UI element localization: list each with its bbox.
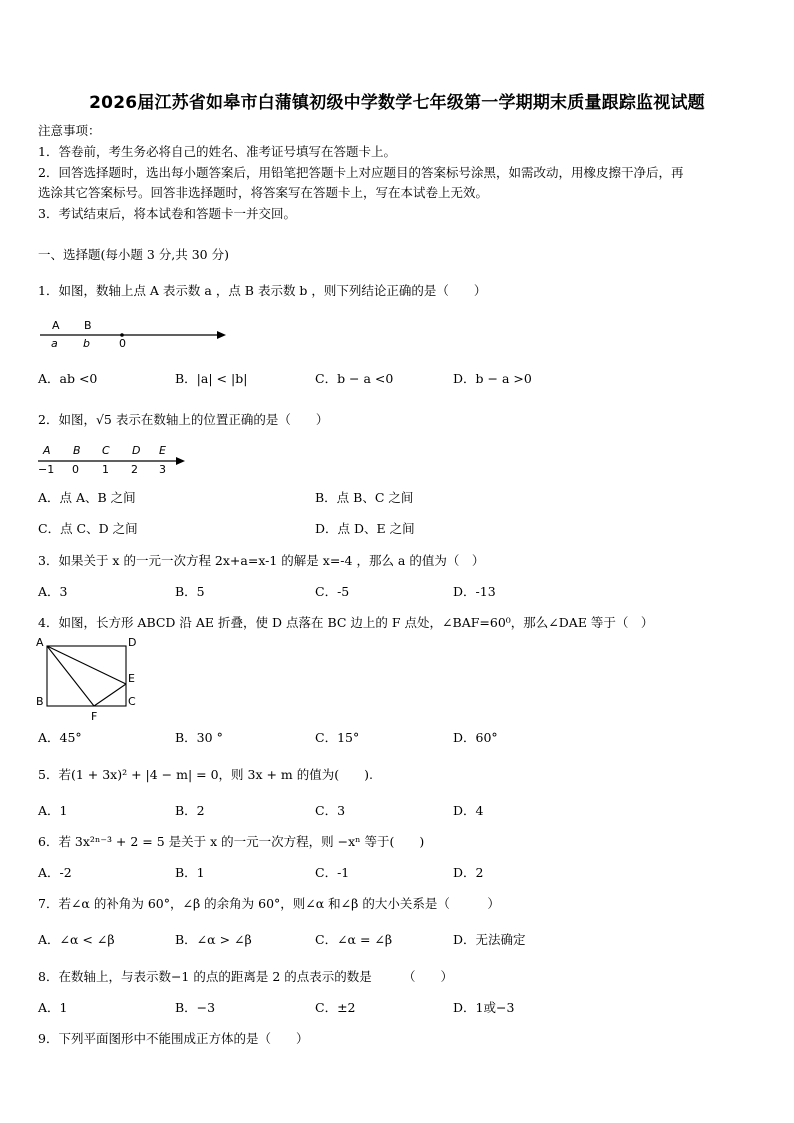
q2-num-1: 1 <box>102 463 109 476</box>
q2-letter-e: E <box>159 444 166 457</box>
q2-option-b[interactable]: B．点 B、C 之间 <box>315 490 414 505</box>
q1-option-a[interactable]: A．ab <0 <box>38 371 98 386</box>
q2-option-a[interactable]: A．点 A、B 之间 <box>38 490 136 505</box>
q1-label-a: a <box>51 337 58 350</box>
q1-option-c[interactable]: C．b − a <0 <box>315 371 394 386</box>
note-2-line-1: 2．回答选择题时，选出每小题答案后，用铅笔把答题卡上对应题目的答案标号涂黑，如需改动，用橡皮擦干净后，再 <box>38 165 684 180</box>
question-9-stem: 9．下列平面图形中不能围成正方体的是（ ） <box>38 1031 309 1046</box>
question-2-number-line <box>36 440 196 476</box>
question-7-stem: 7．若∠α 的补角为 60°，∠β 的余角为 60°，则∠α 和∠β 的大小关系是（ ） <box>38 896 500 911</box>
q8-option-b[interactable]: B．−3 <box>175 1000 216 1015</box>
q2-num-minus1: −1 <box>38 463 55 476</box>
q6-option-a[interactable]: A．-2 <box>38 865 72 880</box>
q2-letter-c: C <box>102 444 110 457</box>
q4-option-c[interactable]: C．15° <box>315 730 360 745</box>
q4-label-D: D <box>128 636 137 649</box>
q2-option-c[interactable]: C．点 C、D 之间 <box>38 521 138 536</box>
q8-option-d[interactable]: D．1或−3 <box>453 1000 515 1015</box>
q3-option-c[interactable]: C．-5 <box>315 584 350 599</box>
q4-label-C: C <box>128 695 136 708</box>
q2-num-2: 2 <box>131 463 138 476</box>
q2-num-3: 3 <box>159 463 166 476</box>
exam-title: 2026届江苏省如皋市白蒲镇初级中学数学七年级第一学期期末质量跟踪监视试题 <box>89 93 705 113</box>
q8-option-a[interactable]: A．1 <box>38 1000 68 1015</box>
q4-label-E: E <box>128 672 135 685</box>
q4-option-a[interactable]: A．45° <box>38 730 82 745</box>
q8-option-c[interactable]: C．±2 <box>315 1000 356 1015</box>
q5-option-c[interactable]: C．3 <box>315 803 346 818</box>
question-2-stem: 2．如图，√5 表示在数轴上的位置正确的是（ ） <box>38 412 329 427</box>
q4-label-B: B <box>36 695 44 708</box>
q2-letter-b: B <box>73 444 81 457</box>
q1-option-b[interactable]: B．|a| < |b| <box>175 371 248 386</box>
q4-label-F: F <box>91 710 98 723</box>
q2-letter-a: A <box>43 444 51 457</box>
question-4-stem: 4．如图，长方形 ABCD 沿 AE 折叠，使 D 点落在 BC 边上的 F 点处，∠BAF=60⁰，那么∠DAE 等于（ ） <box>38 615 654 630</box>
notes-heading: 注意事项： <box>38 123 101 138</box>
q1-label-zero: 0 <box>119 337 126 350</box>
q7-option-a[interactable]: A．∠α < ∠β <box>38 932 115 947</box>
q5-option-d[interactable]: D．4 <box>453 803 484 818</box>
q6-option-d[interactable]: D．2 <box>453 865 484 880</box>
note-1: 1．答卷前，考生务必将自己的姓名、准考证号填写在答题卡上。 <box>38 144 396 159</box>
q3-option-a[interactable]: A．3 <box>38 584 68 599</box>
q4-label-A: A <box>36 636 44 649</box>
q1-label-B: B <box>84 319 92 332</box>
q7-option-d[interactable]: D．无法确定 <box>453 932 526 947</box>
q3-option-b[interactable]: B．5 <box>175 584 205 599</box>
question-6-stem: 6．若 3x²ⁿ⁻³ + 2 = 5 是关于 x 的一元一次方程，则 −xⁿ 等于( ) <box>38 834 425 849</box>
q2-letter-d: D <box>132 444 141 457</box>
question-1-stem: 1．如图，数轴上点 A 表示数 a ，点 B 表示数 b ，则下列结论正确的是（ ） <box>38 283 487 298</box>
question-5-stem: 5．若(1 + 3x)² + |4 − m| = 0，则 3x + m 的值为( ). <box>38 767 373 782</box>
q1-option-d[interactable]: D．b − a >0 <box>453 371 532 386</box>
q3-option-d[interactable]: D．-13 <box>453 584 496 599</box>
q2-option-d[interactable]: D．点 D、E 之间 <box>315 521 415 536</box>
q6-option-c[interactable]: C．-1 <box>315 865 350 880</box>
q4-option-d[interactable]: D．60° <box>453 730 498 745</box>
q6-option-b[interactable]: B．1 <box>175 865 205 880</box>
q1-label-b: b <box>83 337 90 350</box>
question-4-rectangle-figure <box>34 632 144 724</box>
q1-label-A: A <box>52 319 60 332</box>
q5-option-a[interactable]: A．1 <box>38 803 68 818</box>
q7-option-c[interactable]: C．∠α = ∠β <box>315 932 393 947</box>
q2-num-0: 0 <box>72 463 79 476</box>
question-1-number-line <box>38 316 238 352</box>
section-heading: 一、选择题(每小题 3 分,共 30 分) <box>38 247 229 262</box>
question-3-stem: 3．如果关于 x 的一元一次方程 2x+a=x-1 的解是 x=-4 ，那么 a 的值为（ ） <box>38 553 485 568</box>
q4-option-b[interactable]: B．30 ° <box>175 730 223 745</box>
note-3: 3．考试结束后，将本试卷和答题卡一并交回。 <box>38 206 296 221</box>
q5-option-b[interactable]: B．2 <box>175 803 205 818</box>
question-8-stem: 8．在数轴上，与表示数−1 的点的距离是 2 的点表示的数是 （ ） <box>38 969 454 984</box>
note-2-line-2: 选涂其它答案标号。回答非选择题时，将答案写在答题卡上，写在本试卷上无效。 <box>38 185 489 200</box>
q7-option-b[interactable]: B．∠α > ∠β <box>175 932 252 947</box>
